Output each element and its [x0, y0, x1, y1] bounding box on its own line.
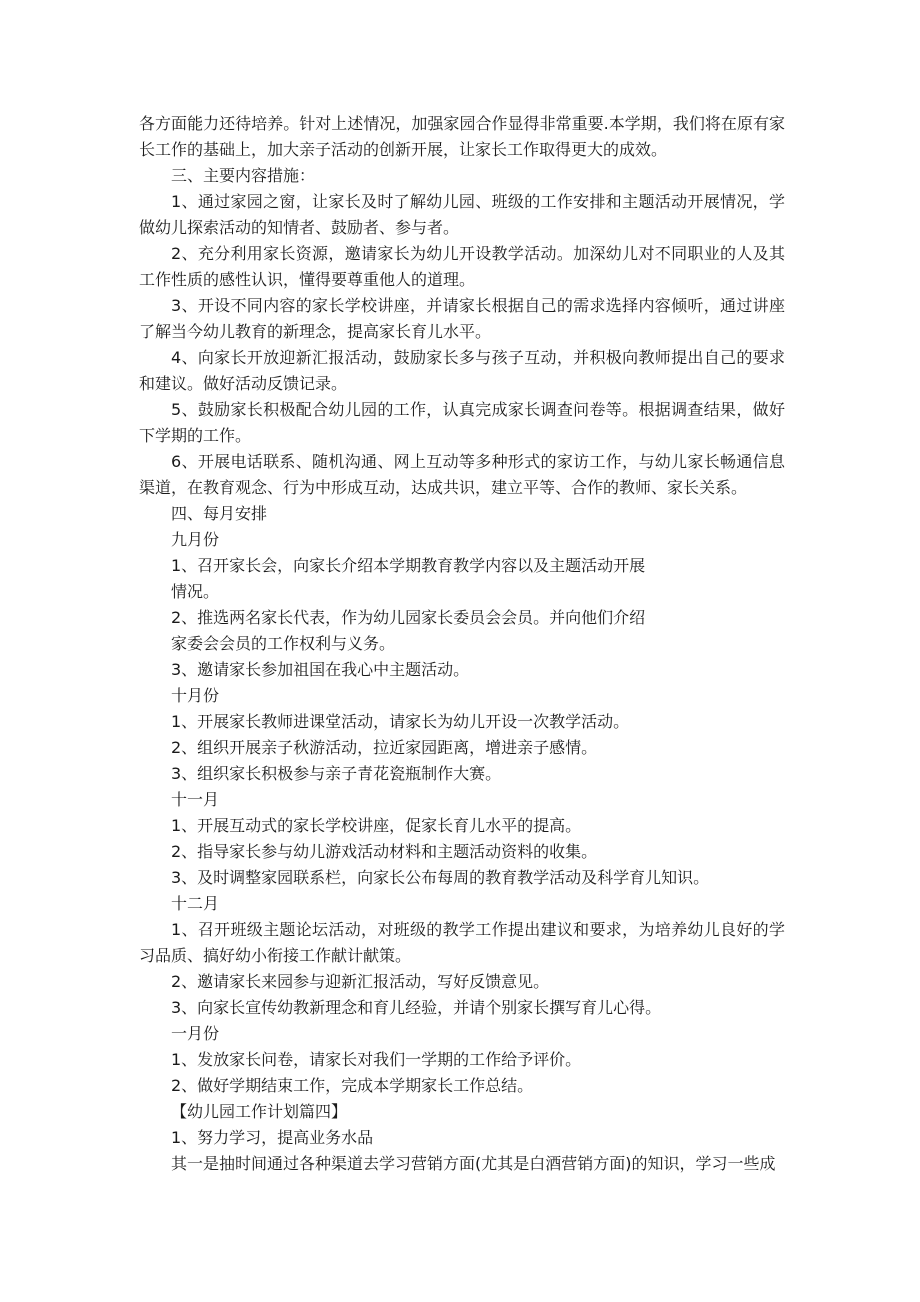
- paragraph: 2、指导家长参与幼儿游戏活动材料和主题活动资料的收集。: [171, 842, 598, 861]
- paragraph: 1、开展互动式的家长学校讲座，促家长育儿水平的提高。: [171, 816, 582, 835]
- paragraph: 1、召开班级主题论坛活动，对班级的教学工作提出建议和要求，为培养幼儿良好的学习品质、搞好幼小衔接工作献计献策。: [139, 920, 785, 965]
- paragraph: 家委会会员的工作权利与义务。: [171, 634, 396, 653]
- paragraph: 2、组织开展亲子秋游活动，拉近家园距离，增进亲子感情。: [171, 738, 598, 757]
- paragraph: 一月份: [171, 1024, 220, 1043]
- paragraph: 十月份: [171, 686, 220, 705]
- paragraph: 3、组织家长积极参与亲子青花瓷瓶制作大赛。: [171, 764, 502, 783]
- paragraph: 1、发放家长问卷，请家长对我们一学期的工作给予评价。: [171, 1050, 582, 1069]
- paragraph: 1、通过家园之窗，让家长及时了解幼儿园、班级的工作安排和主题活动开展情况，学做幼儿探索活动的知情者、鼓励者、参与者。: [139, 192, 785, 237]
- document-body: [139, 111, 785, 1177]
- paragraph: 2、推选两名家长代表，作为幼儿园家长委员会会员。并向他们介绍: [171, 608, 646, 627]
- paragraph: 情况。: [171, 582, 220, 601]
- paragraph: 十一月: [171, 790, 220, 809]
- paragraph: 3、邀请家长参加祖国在我心中主题活动。: [171, 660, 470, 679]
- paragraph: 各方面能力还待培养。针对上述情况，加强家园合作显得非常重要.本学期，我们将在原有家长工作的基础上，加大亲子活动的创新开展，让家长工作取得更大的成效。: [139, 114, 785, 159]
- paragraph: 3、向家长宣传幼教新理念和育儿经验，并请个别家长撰写育儿心得。: [171, 998, 662, 1017]
- paragraph: 其一是抽时间通过各种渠道去学习营销方面(尤其是白酒营销方面)的知识，学习一些成: [171, 1154, 776, 1173]
- paragraph: 九月份: [171, 530, 220, 549]
- paragraph: 【幼儿园工作计划篇四】: [171, 1102, 348, 1121]
- paragraph: 2、邀请家长来园参与迎新汇报活动，写好反馈意见。: [171, 972, 550, 991]
- paragraph: 1、开展家长教师进课堂活动，请家长为幼儿开设一次教学活动。: [171, 712, 630, 731]
- paragraph: 2、做好学期结束工作，完成本学期家长工作总结。: [171, 1076, 534, 1095]
- paragraph: 6、开展电话联系、随机沟通、网上互动等多种形式的家访工作，与幼儿家长畅通信息渠道，在教育观念、行为中形成互动，达成共识，建立平等、合作的教师、家长关系。: [139, 452, 785, 497]
- paragraph: 1、努力学习，提高业务水品: [171, 1128, 374, 1147]
- paragraph: 十二月: [171, 894, 220, 913]
- paragraph: 5、鼓励家长积极配合幼儿园的工作，认真完成家长调查问卷等。根据调查结果，做好下学期的工作。: [139, 400, 785, 445]
- paragraph: 1、召开家长会，向家长介绍本学期教育教学内容以及主题活动开展: [171, 556, 646, 575]
- paragraph: 2、充分利用家长资源，邀请家长为幼儿开设教学活动。加深幼儿对不同职业的人及其工作性质的感性认识，懂得要尊重他人的道理。: [139, 244, 785, 289]
- paragraph: 四、每月安排: [171, 504, 268, 523]
- paragraph: 4、向家长开放迎新汇报活动，鼓励家长多与孩子互动，并积极向教师提出自己的要求和建议。做好活动反馈记录。: [139, 348, 785, 393]
- paragraph: 3、开设不同内容的家长学校讲座，并请家长根据自己的需求选择内容倾听，通过讲座了解当今幼儿教育的新理念，提高家长育儿水平。: [139, 296, 785, 341]
- paragraph: 3、及时调整家园联系栏，向家长公布每周的教育教学活动及科学育儿知识。: [171, 868, 710, 887]
- paragraph: 三、主要内容措施：: [171, 166, 316, 185]
